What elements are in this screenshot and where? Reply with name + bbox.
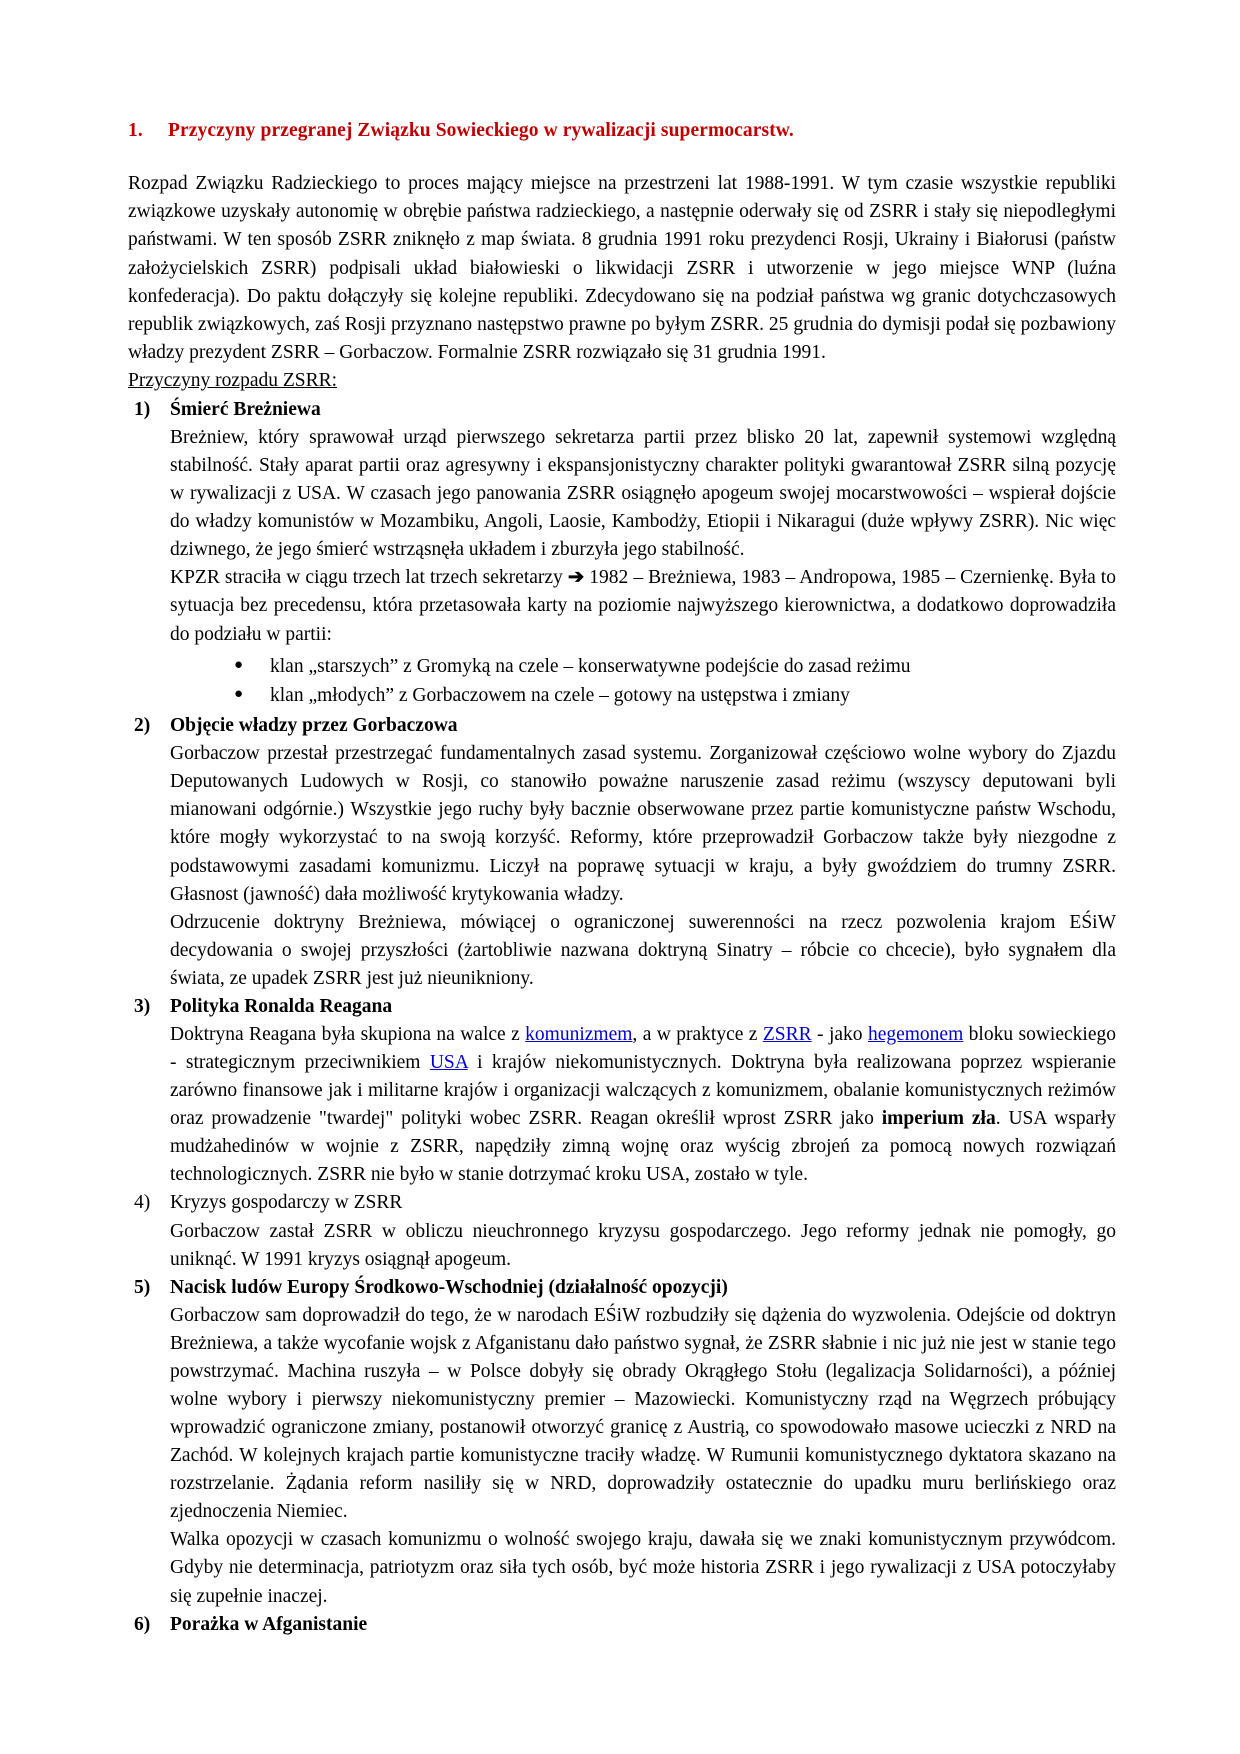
document-content xyxy=(128,118,1116,1639)
paragraph: Breżniew, który sprawował urząd pierwszego sekretarza partii przez blisko 20 lat, zapewnił systemowi względną stabilność. Stały aparat partii oraz agresywny i ekspansjonistyczny charakter polityki gwarantował ZSRR silną pozycję w rywalizacji z USA. W czasach jego panowania ZSRR osiągnęło apogeum swojej mocarstwowości – wspierał dojście do władzy komunistów w Mozambiku, Angoli, Laosie, Kambodży, Etiopii i Nikaragui (duże wpływy ZSRR). Nic więc dziwnego, że jego śmierć wstrząsnęła układem i zburzyła jego stabilność. xyxy=(170,427,1116,561)
list-item-title: Polityka Ronalda Reagana xyxy=(170,995,393,1017)
paragraph: Gorbaczow przestał przestrzegać fundamentalnych zasad systemu. Zorganizował częściowo wolne wybory do Zjazdu Deputowanych Ludowych w Rosji, co stanowiło poważne naruszenie zasad reżimu (wszyscy deputowani byli mianowani odgórnie.) Wszystkie jego ruchy były bacznie obserwowane przez partie komunistyczne państw Wschodu, które mogły wykorzystać to na swoją korzyść. Reformy, które przeprowadził Gorbaczow także były niezgodne z podstawowymi zasadami komunizmu. Liczył na poprawę sytuacji w kraju, a były gwoździem do trumny ZSRR. Głasnost (jawność) dała możliwość krytykowania władzy. xyxy=(170,743,1116,905)
paragraph: Odrzucenie doktryny Breżniewa, mówiącej o ograniczonej suwerenności na rzecz pozwolenia krajom EŚiW decydowania o swojej przyszłości (żartobliwie nazwana doktryną Sinatry – róbcie co chcecie), było sygnałem dla świata, ze upadek ZSRR jest już nieunikniony. xyxy=(170,911,1116,989)
bullet-text: klan „młodych” z Gorbaczowem na czele – gotowy na ustępstwa i zmiany xyxy=(270,684,850,706)
list-item-marker: 4) xyxy=(134,1192,151,1214)
paragraph: Gorbaczow sam doprowadził do tego, że w narodach EŚiW rozbudziły się dążenia do wyzwolenia. Odejście od doktryn Breżniewa, a także wycofanie wojsk z Afganistanu dało państwo sygnał, że ZSRR słabnie i nic już nie jest w stanie tego powstrzymać. Machina ruszyła – w Polsce dobyły się obrady Okrągłego Stołu (legalizacja Solidarności), a później wolne wybory i pierwszy niekomunistyczny premier – Mazowiecki. Komunistyczny rząd na Węgrzech próbujący wprowadzić ograniczone zmiany, postanowił otworzyć granicę z Austrią, co spowodowało masowe ucieczki z NRD na Zachód. W kolejnych krajach partie komunistyczne traciły władzę. W Rumunii komunistycznego dyktatora skazano na rozstrzelanie. Żądania reform nasiliły się w NRD, doprowadziły ostatecznie do upadku muru berlińskiego oraz zjednoczenia Niemiec. xyxy=(170,1304,1116,1523)
paragraph-text: , a w praktyce z xyxy=(632,1024,763,1045)
arrow-text-after: 1982 – Breżniewa, 1983 – Andropowa, 1985 – Czernienkę. Była to sytuacja bez precedensu, która przetasowała karty na poziomie najwyższego kierownictwa, a dodatkowo doprowadziła do podziału w partii: xyxy=(170,567,1116,645)
bullet-icon: ● xyxy=(234,656,244,673)
bullet-icon: ● xyxy=(234,685,244,702)
inline-link[interactable]: komunizmem xyxy=(525,1024,633,1045)
party-split-bullets xyxy=(170,652,1116,711)
list-item-marker: 1) xyxy=(134,398,151,420)
paragraph-text: . USA wsparły mudżahedinów w wojnie z ZSRR, napędziły zimną wojnę oraz wyścig zbrojeń za pomocą nowych rozwiązań technologicznych. ZSRR nie było w stanie dotrzymać kroku USA, zostało w tyle. xyxy=(170,1108,1116,1186)
inline-link[interactable]: hegemonem xyxy=(867,1024,964,1045)
paragraph-text: bloku sowieckiego - strategicznym przeciwnikiem xyxy=(170,1024,1116,1074)
right-arrow-icon: ➔ xyxy=(567,567,585,589)
list-item xyxy=(128,1274,1116,1611)
list-item xyxy=(128,1611,1116,1639)
list-item xyxy=(234,681,1116,710)
list-item-body xyxy=(170,424,1116,710)
paragraph: Gorbaczow zastał ZSRR w obliczu nieuchronnego kryzysu gospodarczego. Jego reformy jednak nie pomogły, go uniknąć. W 1991 kryzys osiągnął apogeum. xyxy=(170,1220,1116,1270)
list-item-body xyxy=(170,740,1116,993)
list-item-title: Porażka w Afganistanie xyxy=(170,1613,368,1635)
list-item-title: Kryzys gospodarczy w ZSRR xyxy=(170,1192,403,1214)
list-item-body xyxy=(170,1021,1116,1189)
emphasis-text: imperium zła xyxy=(881,1108,996,1130)
page-title xyxy=(128,118,1116,144)
list-item-title: Objęcie władzy przez Gorbaczowa xyxy=(170,715,458,737)
list-item-title: Nacisk ludów Europy Środkowo-Wschodniej (działalność opozycji) xyxy=(170,1276,728,1298)
list-item-marker: 6) xyxy=(134,1613,151,1635)
arrow-text-before: KPZR straciła w ciągu trzech lat trzech sekretarzy xyxy=(170,567,568,589)
intro-paragraph: Rozpad Związku Radzieckiego to proces mający miejsce na przestrzeni lat 1988-1991. W tym czasie wszystkie republiki związkowe uzyskały autonomię w obrębie państwa radzieckiego, a następnie oderwały się od ZSRR i stały się niepodległymi państwami. W ten sposób ZSRR zniknęło z map świata. 8 grudnia 1991 roku prezydenci Rosji, Ukrainy i Białorusi (państw założycielskich ZSRR) podpisali układ białowieski o likwidacji ZSRR i utworzenie w jego miejsce WNP (luźna konfederacja). Do paktu dołączyły się kolejne republiki. Zdecydowano się na podział państwa wg granic dotychczasowych republik związkowych, zaś Rosji przyznano następstwo prawne po byłym ZSRR. 25 grudnia do dymisji podał się pozbawiony władzy prezydent ZSRR – Gorbaczow. Formalnie ZSRR rozwiązało się 31 grudnia 1991. xyxy=(128,173,1116,363)
title-number: 1. xyxy=(128,120,143,141)
paragraph-text: Doktryna Reagana była skupiona na walce z xyxy=(170,1024,526,1045)
list-item xyxy=(128,712,1116,993)
list-item-body xyxy=(170,1218,1116,1274)
causes-label: Przyczyny rozpadu ZSRR: xyxy=(128,369,338,391)
bullet-text: klan „starszych” z Gromyką na czele – konserwatywne podejście do zasad reżimu xyxy=(270,655,911,677)
list-item-body xyxy=(170,1302,1116,1611)
paragraph: Walka opozycji w czasach komunizmu o wolność swojego kraju, dawała się we znaki komunistycznym przywódcom. Gdyby nie determinacja, patriotyzm oraz siła tych osób, być może historia ZSRR i jego rywalizacji z USA potoczyłaby się zupełnie inaczej. xyxy=(170,1529,1116,1607)
list-item xyxy=(128,993,1116,1190)
paragraph-text: i krajów niekomunistycznych. Doktryna była realizowana poprzez wspieranie zarówno finansowe jak i militarne krajów i organizacji walczących z komunizmem, obalanie komunistycznych reżimów oraz prowadzenie "twardej" polityki wobec ZSRR. Reagan określił wprost ZSRR jako xyxy=(170,1052,1117,1130)
paragraph-text: - jako xyxy=(811,1024,868,1045)
paragraph-with-links xyxy=(170,1021,1116,1189)
causes-list xyxy=(128,396,1116,1639)
inline-link[interactable]: ZSRR xyxy=(762,1024,812,1045)
list-item-marker: 5) xyxy=(134,1276,151,1298)
inline-link[interactable]: USA xyxy=(429,1052,468,1074)
list-item xyxy=(128,396,1116,710)
list-item-title: Śmierć Breżniewa xyxy=(170,398,321,420)
list-item xyxy=(234,652,1116,681)
list-item-marker: 3) xyxy=(134,995,151,1017)
list-item xyxy=(128,1189,1116,1273)
paragraph-with-arrow xyxy=(170,564,1116,648)
title-text: Przyczyny przegranej Związku Sowieckiego w rywalizacji supermocarstw. xyxy=(168,120,794,141)
list-item-marker: 2) xyxy=(134,715,151,737)
